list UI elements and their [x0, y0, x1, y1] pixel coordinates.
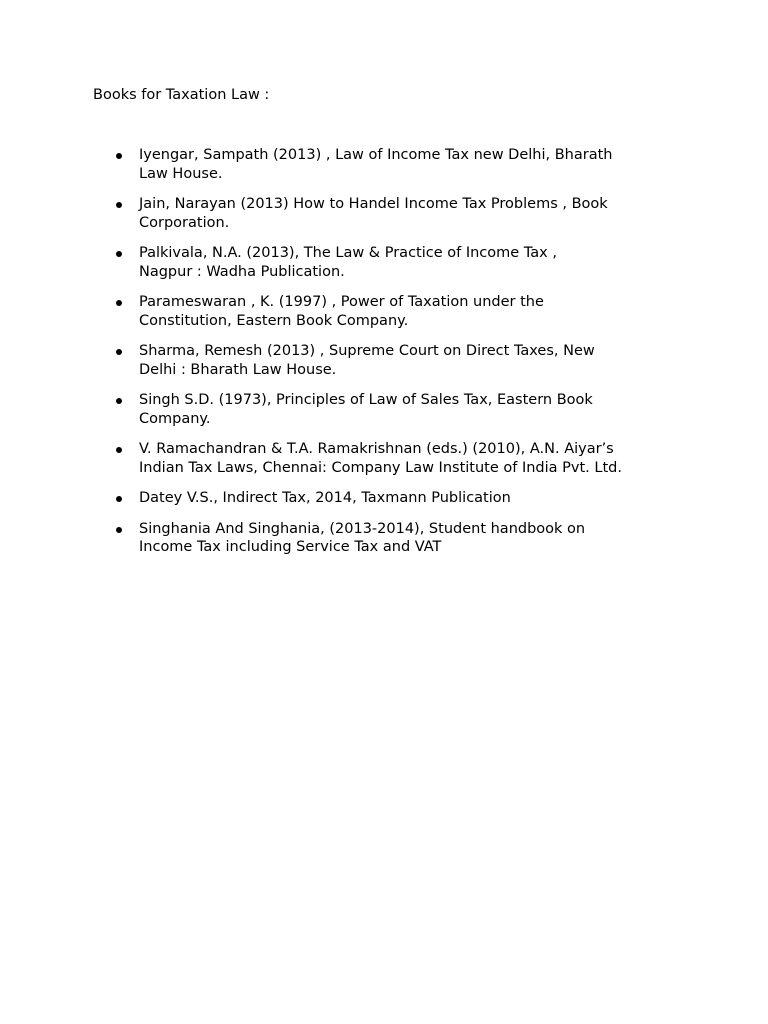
list-item-line: Jain, Narayan (2013) How to Handel Income Tax Problems , Book	[139, 196, 608, 212]
list-item-line: Parameswaran , K. (1997) , Power of Taxation under the	[139, 294, 544, 310]
list-item	[0, 440, 768, 477]
list-item	[0, 293, 768, 330]
list-item-line: Singh S.D. (1973), Principles of Law of Sales Tax, Eastern Book	[139, 392, 593, 408]
list-item	[0, 244, 768, 281]
list-item-line: Income Tax including Service Tax and VAT	[139, 539, 442, 555]
list-item	[0, 146, 768, 183]
list-item-line: Constitution, Eastern Book Company.	[139, 312, 409, 329]
list-item-line: Corporation.	[139, 214, 230, 231]
list-item-line: Company.	[139, 410, 211, 427]
list-item	[0, 489, 768, 508]
list-item-line: Palkivala, N.A. (2013), The Law & Practice of Income Tax ,	[139, 245, 557, 261]
book-list	[0, 146, 768, 569]
list-item	[0, 520, 768, 557]
list-item	[0, 342, 768, 379]
list-item-line: Sharma, Remesh (2013) , Supreme Court on Direct Taxes, New	[139, 343, 595, 359]
list-item	[0, 195, 768, 232]
list-item-line: Datey V.S., Indirect Tax, 2014, Taxmann Publication	[139, 490, 511, 506]
list-item-line: Indian Tax Laws, Chennai: Company Law Institute of India Pvt. Ltd.	[139, 459, 622, 476]
list-item	[0, 391, 768, 428]
list-item-line: Singhania And Singhania, (2013-2014), Student handbook on	[139, 520, 586, 537]
list-item-line: Iyengar, Sampath (2013) , Law of Income Tax new Delhi, Bharath	[139, 147, 613, 163]
list-item-line: Nagpur : Wadha Publication.	[139, 263, 345, 280]
list-item-line: Delhi : Bharath Law House.	[139, 361, 337, 378]
document-heading: Books for Taxation Law :	[93, 87, 270, 103]
list-item-line: V. Ramachandran & T.A. Ramakrishnan (eds.) (2010), A.N. Aiyar’s	[139, 441, 614, 457]
list-item-line: Law House.	[139, 165, 223, 182]
